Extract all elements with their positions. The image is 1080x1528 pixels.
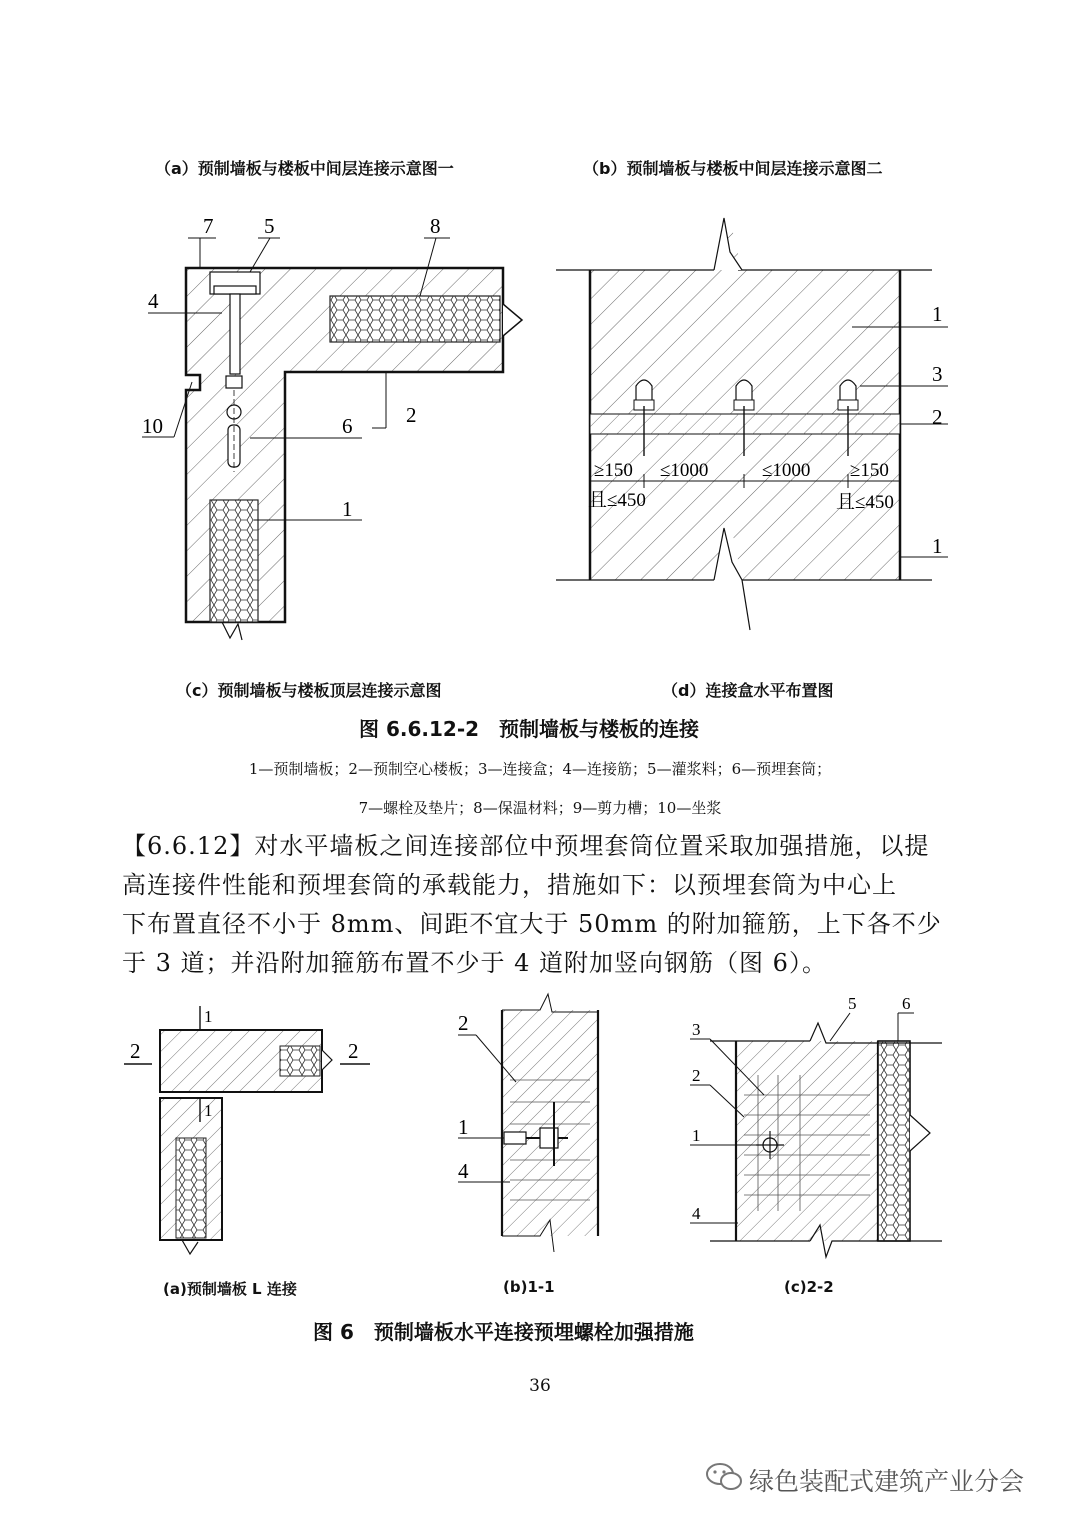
page-number: 36 [529,1376,551,1396]
label-5: 5 [264,214,275,238]
section-mark-2-left: 2 [130,1039,141,1063]
label-2: 2 [406,403,417,427]
figure-title-6-6-12-2: 图 6.6.12-2 预制墙板与楼板的连接 [359,717,700,741]
dim-right-limit: 且≤450 [836,492,894,513]
watermark-text: 绿色装配式建筑产业分会 [749,1467,1025,1496]
figure-c-diagram [130,200,540,660]
label-8: 8 [430,214,441,238]
legend-line-2: 7—螺栓及垫片；8—保温材料；9—剪力槽；10—坐浆 [358,799,722,817]
caption-d: （d）连接盒水平布置图 [662,681,834,700]
embedded-sleeve [540,1128,558,1148]
caption-c: （c）预制墙板与楼板顶层连接示意图 [176,681,442,700]
clause-line-3: 下布置直径不小于 8mm、间距不宜大于 50mm 的附加箍筋，上下各不少 [122,910,942,938]
label-2: 2 [932,405,943,429]
label-4: 4 [458,1159,469,1183]
clause-paragraph [122,827,972,983]
figure-6c-diagram [680,995,950,1265]
insulation-layer [878,1041,910,1241]
clause-line-2: 高连接件性能和预埋套筒的承载能力，措施如下：以预埋套筒为中心上 [122,871,897,899]
watermark [705,1458,1045,1498]
label-10: 10 [142,414,163,438]
label-1: 1 [342,497,353,521]
label-6: 6 [902,995,911,1013]
wall-section-1-1 [502,1010,598,1236]
figure-6a-diagram [110,1000,380,1260]
connection-bar [230,294,240,374]
caption-a: （a）预制墙板与楼板中间层连接示意图一 [155,159,454,178]
dim-mid-2: ≤1000 [762,460,811,481]
dim-left-limit: 且≤450 [588,490,646,511]
label-3: 3 [692,1020,701,1039]
fig6-caption-c: (c)2-2 [784,1278,834,1296]
label-6: 6 [342,414,353,438]
label-3: 3 [932,362,943,386]
section-mark-1-top: 1 [204,1007,213,1026]
section-mark-2-right: 2 [348,1039,359,1063]
section-mark-1-bottom: 1 [204,1101,213,1120]
label-1: 1 [692,1126,701,1145]
label-2: 2 [692,1066,701,1085]
label-7: 7 [203,214,214,238]
label-1-top: 1 [932,302,943,326]
clause-line-1: 【6.6.12】对水平墙板之间连接部位中预埋套筒位置采取加强措施，以提 [122,832,930,860]
dim-right: ≥150 [850,460,889,481]
clause-line-4: 于 3 道；并沿附加箍筋布置不少于 4 道附加竖向钢筋（图 6）。 [122,949,827,977]
dim-mid-1: ≤1000 [660,460,709,481]
label-1-bottom: 1 [932,534,943,558]
label-4: 4 [148,289,159,313]
figure-d-diagram [552,210,952,640]
fig6-caption-a: (a)预制墙板 L 连接 [163,1280,297,1298]
figure-6b-diagram [440,990,630,1260]
wall-section-2-2 [736,1041,878,1241]
wechat-icon [705,1460,745,1494]
label-5: 5 [848,995,857,1013]
caption-b: （b）预制墙板与楼板中间层连接示意图二 [583,159,883,178]
fig6-caption-b: (b)1-1 [503,1278,555,1296]
label-1: 1 [458,1115,469,1139]
figure-6-title: 图 6 预制墙板水平连接预埋螺栓加强措施 [313,1320,694,1344]
dim-left: ≥150 [594,460,633,481]
legend-line-1: 1—预制墙板；2—预制空心楼板；3—连接盒；4—连接筋；5—灌浆料；6—预埋套筒； [248,760,832,778]
label-2: 2 [458,1011,469,1035]
label-4: 4 [692,1204,701,1223]
